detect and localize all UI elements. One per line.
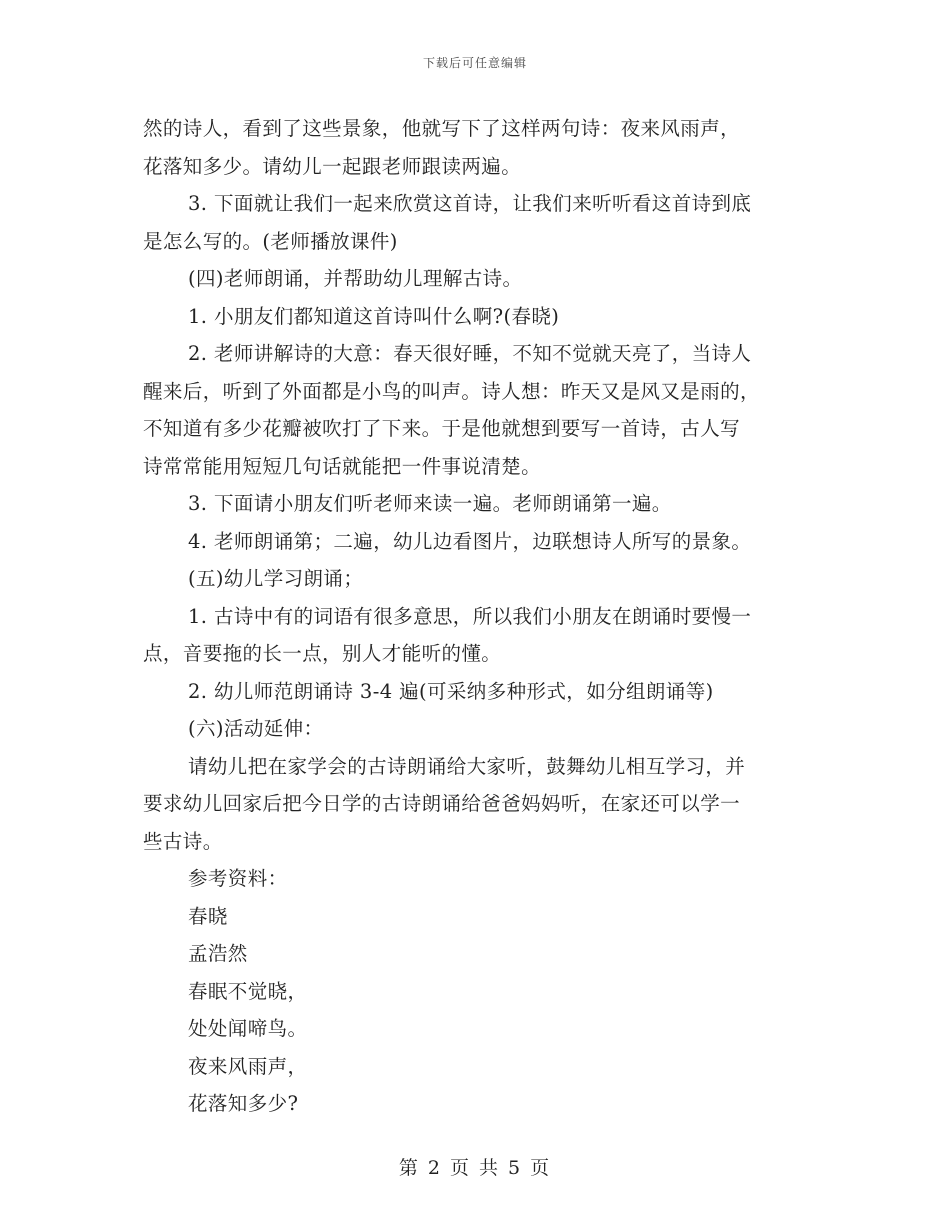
text-line: 请幼儿把在家学会的古诗朗诵给大家听，鼓舞幼儿相互学习，并 bbox=[188, 754, 746, 778]
text-line: 然的诗人，看到了这些景象，他就写下了这样两句诗：夜来风雨声， bbox=[143, 117, 741, 140]
poem-title: 春晓 bbox=[188, 904, 228, 928]
poem-author: 孟浩然 bbox=[188, 942, 248, 965]
text-line: 1. 小朋友们都知道这首诗叫什么啊?(春晓) bbox=[188, 304, 560, 328]
section-heading: (五)幼儿学习朗诵； bbox=[188, 567, 364, 590]
poem-line: 花落知多少? bbox=[188, 1092, 299, 1115]
page-footer: 第 2 页 共 5 页 bbox=[398, 1157, 552, 1179]
section-heading: (六)活动延伸： bbox=[188, 717, 324, 740]
text-line: 3. 下面请小朋友们听老师来读一遍。老师朗诵第一遍。 bbox=[188, 492, 672, 515]
text-line: 3. 下面就让我们一起来欣赏这首诗，让我们来听听看这首诗到底 bbox=[188, 192, 752, 215]
text-line: 2. 老师讲解诗的大意：春天很好睡，不知不觉就天亮了，当诗人 bbox=[188, 342, 752, 365]
poem-line: 处处闻啼鸟。 bbox=[188, 1017, 308, 1040]
text-line: 是怎么写的。(老师播放课件) bbox=[143, 229, 398, 253]
text-line: 花落知多少。请幼儿一起跟老师跟读两遍。 bbox=[143, 154, 522, 178]
text-line: 点，音要拖的长一点，别人才能听的懂。 bbox=[143, 642, 502, 665]
page-header: 下载后可任意编辑 bbox=[422, 56, 527, 70]
text-line: 不知道有多少花瓣被吹打了下来。于是他就想到要写一首诗，古人写 bbox=[143, 417, 741, 440]
document-body bbox=[143, 110, 811, 1123]
text-line: 诗常常能用短短几句话就能把一件事说清楚。 bbox=[143, 454, 542, 478]
text-line: 要求幼儿回家后把今日学的古诗朗诵给爸爸妈妈听，在家还可以学一 bbox=[143, 792, 741, 815]
reference-heading: 参考资料： bbox=[188, 867, 288, 890]
poem-line: 夜来风雨声， bbox=[188, 1054, 308, 1078]
text-line: 些古诗。 bbox=[143, 829, 223, 853]
text-line: 醒来后，听到了外面都是小鸟的叫声。诗人想：昨天又是风又是雨的， bbox=[143, 379, 760, 403]
section-heading: (四)老师朗诵，并帮助幼儿理解古诗。 bbox=[188, 267, 523, 290]
text-line: 2. 幼儿师范朗诵诗 3-4 遍(可采纳多种形式，如分组朗诵等) bbox=[188, 679, 714, 703]
poem-line: 春眠不觉晓， bbox=[188, 979, 308, 1003]
text-line: 1. 古诗中有的词语有很多意思，所以我们小朋友在朗诵时要慢一 bbox=[188, 604, 752, 628]
text-line: 4. 老师朗诵第；二遍，幼儿边看图片，边联想诗人所写的景象。 bbox=[188, 529, 752, 553]
